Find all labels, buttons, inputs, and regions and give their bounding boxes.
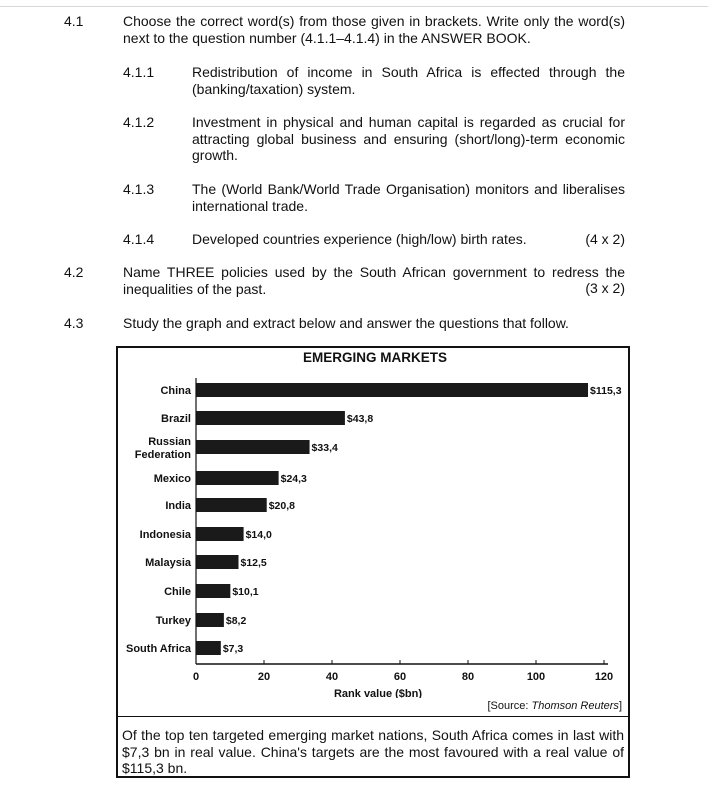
category-label-indonesia: Indonesia: [139, 529, 191, 541]
value-label-south-africa: $7,3: [222, 643, 244, 655]
question-4-1-number: 4.1: [64, 13, 84, 29]
question-4-1-3-number: 4.1.3: [123, 181, 155, 197]
bar-china: [196, 383, 588, 397]
value-label-indonesia: $14,0: [245, 529, 272, 541]
value-label-malaysia: $12,5: [240, 557, 267, 569]
category-label-malaysia: Malaysia: [145, 557, 191, 569]
chart-title: EMERGING MARKETS: [302, 350, 448, 365]
bar-turkey: [196, 613, 224, 627]
question-4-1-3-text: The (World Bank/World Trade Organisation) monitors and liberalises international trade.: [192, 181, 625, 214]
category-label-turkey: Turkey: [155, 615, 191, 627]
category-label-russian-federation: Russian Federation: [134, 436, 191, 461]
category-label-mexico: Mexico: [153, 473, 191, 485]
question-4-2-marks: (3 x 2): [585, 280, 625, 296]
category-label-india: India: [165, 500, 191, 512]
x-tick-label-120: 120: [594, 671, 614, 683]
category-label-brazil: Brazil: [161, 413, 191, 425]
question-4-3-number: 4.3: [64, 315, 84, 331]
source-citation: [487, 700, 622, 712]
x-tick-label-0: 0: [192, 671, 200, 683]
question-4-3-text: Study the graph and extract below and answer the questions that follow.: [123, 315, 569, 331]
bar-south-africa: [196, 641, 221, 655]
x-tick-label-80: 80: [461, 671, 475, 683]
question-4-1-marks: (4 x 2): [585, 231, 625, 247]
x-tick-label-100: 100: [526, 671, 546, 683]
bar-russian-federation: [196, 440, 310, 454]
question-4-2-number: 4.2: [64, 264, 84, 280]
question-4-1-4-text: Developed countries experience (high/low) birth rates.: [192, 231, 527, 247]
value-label-russian-federation: $33,4: [311, 442, 338, 454]
question-4-1-1-text: Redistribution of income in South Africa is effected through the (banking/taxation) system.: [192, 64, 625, 97]
question-4-2-text: Name THREE policies used by the South African government to redress the inequalities of the past.: [123, 264, 625, 297]
bar-chile: [196, 584, 230, 598]
category-label-china: China: [160, 385, 191, 397]
question-4-1-1-number: 4.1.1: [123, 64, 155, 80]
top-rule: [0, 6, 708, 7]
value-label-china: $115,3: [590, 385, 622, 397]
x-axis-label: Rank value ($bn): [333, 688, 423, 698]
bar-mexico: [196, 471, 279, 485]
x-tick-label-60: 60: [393, 671, 407, 683]
question-4-1-2-text: Investment in physical and human capital is regarded as crucial for attracting global business and ensuring (short/long)-term economic growth.: [192, 114, 625, 163]
extract-text: Of the top ten targeted emerging market nations, South Africa comes in last with $7,3 bn in real value. China's targets are the most favoured with a real value of $115,3 bn.: [118, 716, 628, 777]
chart-bars: [126, 383, 622, 655]
question-4-1-4-number: 4.1.4: [123, 231, 155, 247]
bar-brazil: [196, 411, 345, 425]
category-label-south-africa: South Africa: [126, 643, 191, 655]
bar-malaysia: [196, 555, 239, 569]
value-label-brazil: $43,8: [346, 413, 374, 425]
source-name: Thomson Reuters: [531, 700, 619, 712]
bar-indonesia: [196, 527, 244, 541]
x-tick-label-20: 20: [257, 671, 271, 683]
source-suffix: ]: [618, 700, 622, 712]
category-label-chile: Chile: [164, 586, 191, 598]
graph-extract-box: [116, 346, 630, 778]
value-label-turkey: $8,2: [225, 615, 247, 627]
value-label-mexico: $24,3: [280, 473, 307, 485]
emerging-markets-chart: [118, 348, 628, 698]
value-label-india: $20,8: [268, 500, 296, 512]
question-4-1-2-number: 4.1.2: [123, 114, 155, 130]
bar-india: [196, 498, 267, 512]
question-4-1-text: Choose the correct word(s) from those given in brackets. Write only the word(s) next to the question number (4.1.1–4.1.4) in the ANSWER BOOK.: [123, 13, 625, 46]
source-prefix: [Source:: [487, 700, 532, 712]
value-label-chile: $10,1: [232, 586, 259, 598]
x-tick-label-40: 40: [325, 671, 339, 683]
